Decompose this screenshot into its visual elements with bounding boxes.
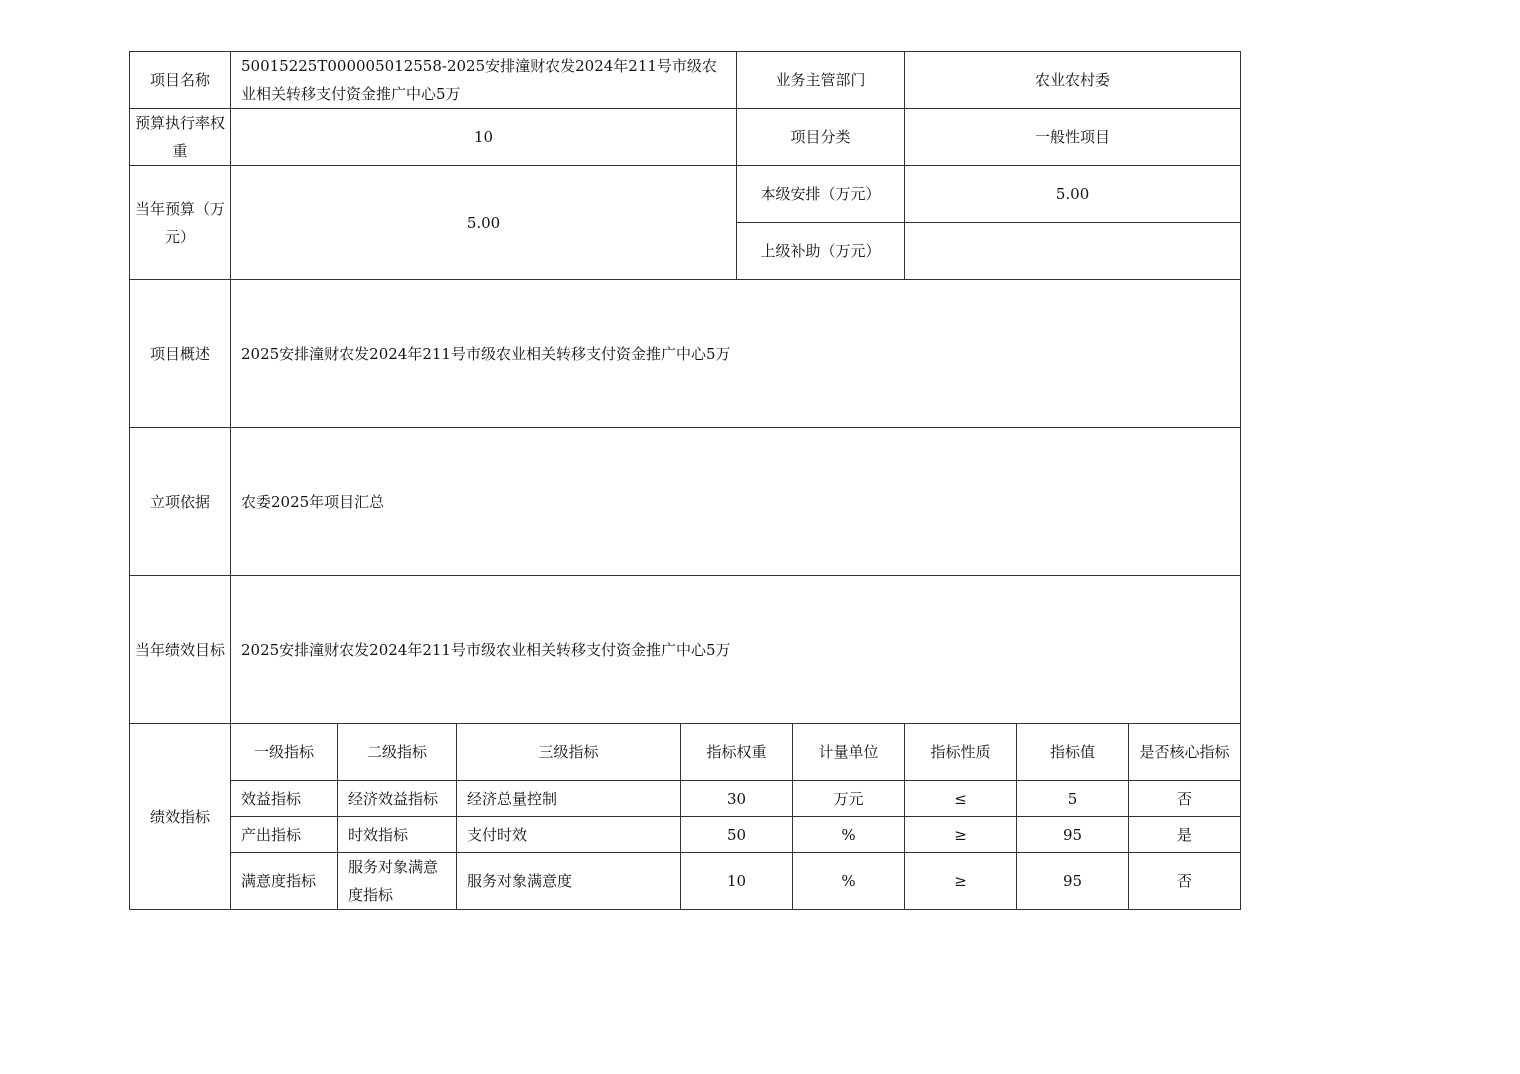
nature-cell: ≥ [905, 853, 1017, 910]
core-cell: 否 [1129, 853, 1241, 910]
project-name-value: 50015225T000005012558-2025安排潼财农发2024年211号市级农业相关转移支付资金推广中心5万 [231, 52, 737, 109]
unit-cell: 万元 [793, 781, 905, 817]
weight-cell: 50 [681, 817, 793, 853]
basis-label: 立项依据 [130, 428, 231, 576]
unit-cell: % [793, 817, 905, 853]
nature-cell: ≤ [905, 781, 1017, 817]
table-row [130, 817, 1241, 853]
exec-rate-label: 预算执行率权重 [130, 109, 231, 166]
core-cell: 是 [1129, 817, 1241, 853]
budget-label: 当年预算（万元） [130, 166, 231, 280]
nature-cell: ≥ [905, 817, 1017, 853]
goal-label: 当年绩效目标 [130, 576, 231, 724]
local-value: 5.00 [905, 166, 1241, 223]
level1-cell: 满意度指标 [231, 853, 338, 910]
project-name-label: 项目名称 [130, 52, 231, 109]
value-cell: 95 [1017, 817, 1129, 853]
performance-label: 绩效指标 [130, 724, 231, 910]
budget-value: 5.00 [231, 166, 737, 280]
level3-cell: 服务对象满意度 [457, 853, 681, 910]
performance-header-row [130, 724, 1241, 781]
weight-cell: 30 [681, 781, 793, 817]
overview-label: 项目概述 [130, 280, 231, 428]
basis-row [130, 428, 1241, 576]
project-name-row [130, 52, 1241, 109]
level3-cell: 经济总量控制 [457, 781, 681, 817]
local-label: 本级安排（万元） [737, 166, 905, 223]
category-label: 项目分类 [737, 109, 905, 166]
header-core: 是否核心指标 [1129, 724, 1241, 781]
exec-rate-value: 10 [231, 109, 737, 166]
unit-cell: % [793, 853, 905, 910]
header-level2: 二级指标 [338, 724, 457, 781]
level2-cell: 服务对象满意度指标 [338, 853, 457, 910]
goal-row [130, 576, 1241, 724]
value-cell: 95 [1017, 853, 1129, 910]
header-level1: 一级指标 [231, 724, 338, 781]
budget-row [130, 166, 1241, 223]
value-cell: 5 [1017, 781, 1129, 817]
level2-cell: 经济效益指标 [338, 781, 457, 817]
weight-cell: 10 [681, 853, 793, 910]
project-performance-table [129, 51, 1241, 910]
level3-cell: 支付时效 [457, 817, 681, 853]
table-row [130, 853, 1241, 910]
dept-label: 业务主管部门 [737, 52, 905, 109]
header-value: 指标值 [1017, 724, 1129, 781]
upper-label: 上级补助（万元） [737, 223, 905, 280]
header-level3: 三级指标 [457, 724, 681, 781]
header-unit: 计量单位 [793, 724, 905, 781]
table-row [130, 781, 1241, 817]
level2-cell: 时效指标 [338, 817, 457, 853]
upper-value [905, 223, 1241, 280]
header-nature: 指标性质 [905, 724, 1017, 781]
goal-value: 2025安排潼财农发2024年211号市级农业相关转移支付资金推广中心5万 [231, 576, 1241, 724]
core-cell: 否 [1129, 781, 1241, 817]
header-weight: 指标权重 [681, 724, 793, 781]
overview-value: 2025安排潼财农发2024年211号市级农业相关转移支付资金推广中心5万 [231, 280, 1241, 428]
level1-cell: 产出指标 [231, 817, 338, 853]
overview-row [130, 280, 1241, 428]
category-value: 一般性项目 [905, 109, 1241, 166]
dept-value: 农业农村委 [905, 52, 1241, 109]
basis-value: 农委2025年项目汇总 [231, 428, 1241, 576]
level1-cell: 效益指标 [231, 781, 338, 817]
exec-rate-row [130, 109, 1241, 166]
